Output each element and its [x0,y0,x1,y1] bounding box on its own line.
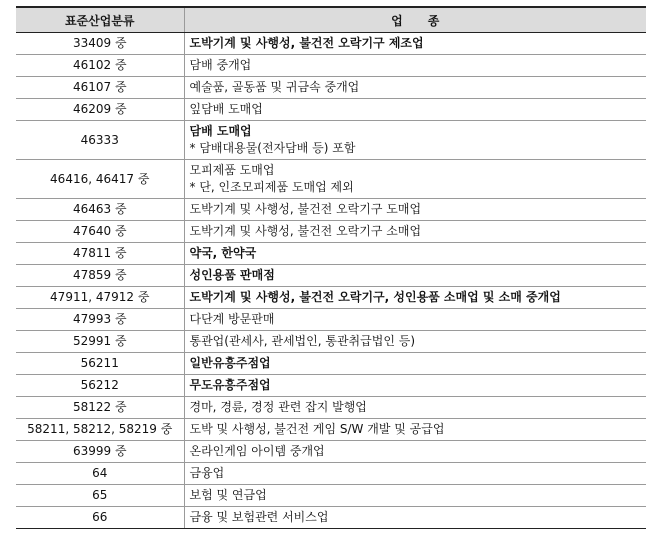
industry-name: 담배 중개업 [189,58,252,72]
industry-code-cell: 46102 중 [16,55,184,77]
industry-name-cell [184,160,646,199]
table-row [16,309,646,331]
table-row [16,485,646,507]
table-row [16,375,646,397]
table-row [16,160,646,199]
table-row [16,33,646,55]
industry-name-cell [184,243,646,265]
table-row [16,221,646,243]
industry-name-cell [184,287,646,309]
table-row [16,331,646,353]
industry-code-cell: 56212 [16,375,184,397]
industry-code-cell: 56211 [16,353,184,375]
industry-name-cell [184,99,646,121]
industry-name: 경마, 경륜, 경정 관련 잡지 발행업 [189,400,367,414]
industry-code-cell: 64 [16,463,184,485]
industry-code-cell: 46333 [16,121,184,160]
industry-code-cell: 66 [16,507,184,529]
industry-name-cell [184,33,646,55]
industry-name: 예술품, 골동품 및 귀금속 중개업 [189,80,360,94]
industry-name: 일반유흥주점업 [189,356,271,370]
header-code: 표준산업분류 [16,7,184,33]
table-row [16,243,646,265]
industry-name: 모피제품 도매업 [189,163,275,177]
industry-name: 담배 도매업 [189,124,252,138]
industry-name-cell [184,77,646,99]
industry-name: 보험 및 연금업 [189,488,267,502]
table-row [16,507,646,529]
industry-name: 도박기계 및 사행성, 불건전 오락기구, 성인용품 소매업 및 소매 중개업 [189,290,561,304]
industry-name-cell [184,375,646,397]
industry-code-cell: 46209 중 [16,99,184,121]
industry-name: 도박기계 및 사행성, 불건전 오락기구 도매업 [189,202,422,216]
table-row [16,55,646,77]
industry-code-cell: 47993 중 [16,309,184,331]
industry-name: 도박 및 사행성, 불건전 게임 S/W 개발 및 공급업 [189,422,445,436]
industry-code-cell: 52991 중 [16,331,184,353]
industry-code-cell: 58122 중 [16,397,184,419]
industry-name: 도박기계 및 사행성, 불건전 오락기구 소매업 [189,224,422,238]
industry-name: 약국, 한약국 [189,246,257,260]
industry-code-cell: 46416, 46417 중 [16,160,184,199]
industry-name-cell [184,331,646,353]
table-row [16,419,646,441]
table-row [16,99,646,121]
industry-code-cell: 63999 중 [16,441,184,463]
industry-name: 다단계 방문판매 [189,312,275,326]
table-row [16,397,646,419]
industry-name-cell [184,507,646,529]
table-header-row [16,7,646,33]
industry-name-cell [184,463,646,485]
industry-name: 잎담배 도매업 [189,102,263,116]
table-body [16,33,646,529]
industry-name-cell [184,309,646,331]
industry-note: * 담배대용물(전자담배 등) 포함 [189,141,356,155]
industry-code-cell: 47811 중 [16,243,184,265]
industry-name: 성인용품 판매점 [189,268,275,282]
industry-name: 금융업 [189,466,225,480]
industry-code-cell: 58211, 58212, 58219 중 [16,419,184,441]
industry-name: 무도유흥주점업 [189,378,271,392]
industry-name-cell [184,419,646,441]
industry-name: 도박기계 및 사행성, 불건전 오락기구 제조업 [189,36,424,50]
table-row [16,199,646,221]
table-row [16,77,646,99]
industry-code-cell: 65 [16,485,184,507]
industry-name-cell [184,485,646,507]
industry-name-cell [184,397,646,419]
header-industry: 업 종 [184,7,646,33]
industry-code-cell: 47859 중 [16,265,184,287]
industry-code-cell: 46463 중 [16,199,184,221]
industry-name: 온라인게임 아이템 중개업 [189,444,325,458]
table-row [16,287,646,309]
industry-name-cell [184,55,646,77]
table-row [16,441,646,463]
industry-code-cell: 47640 중 [16,221,184,243]
industry-code-cell: 47911, 47912 중 [16,287,184,309]
industry-name: 금융 및 보험관련 서비스업 [189,510,329,524]
table-row [16,121,646,160]
industry-name-cell [184,199,646,221]
industry-code-cell: 33409 중 [16,33,184,55]
industry-name-cell [184,265,646,287]
industry-name-cell [184,441,646,463]
industry-name-cell [184,353,646,375]
table-row [16,353,646,375]
industry-name-cell [184,121,646,160]
table-row [16,463,646,485]
industry-name: 통관업(관세사, 관세법인, 통관취급법인 등) [189,334,416,348]
table-row [16,265,646,287]
industry-classification-table [16,6,646,529]
industry-code-cell: 46107 중 [16,77,184,99]
industry-note: * 단, 인조모피제품 도매업 제외 [189,180,354,194]
industry-name-cell [184,221,646,243]
